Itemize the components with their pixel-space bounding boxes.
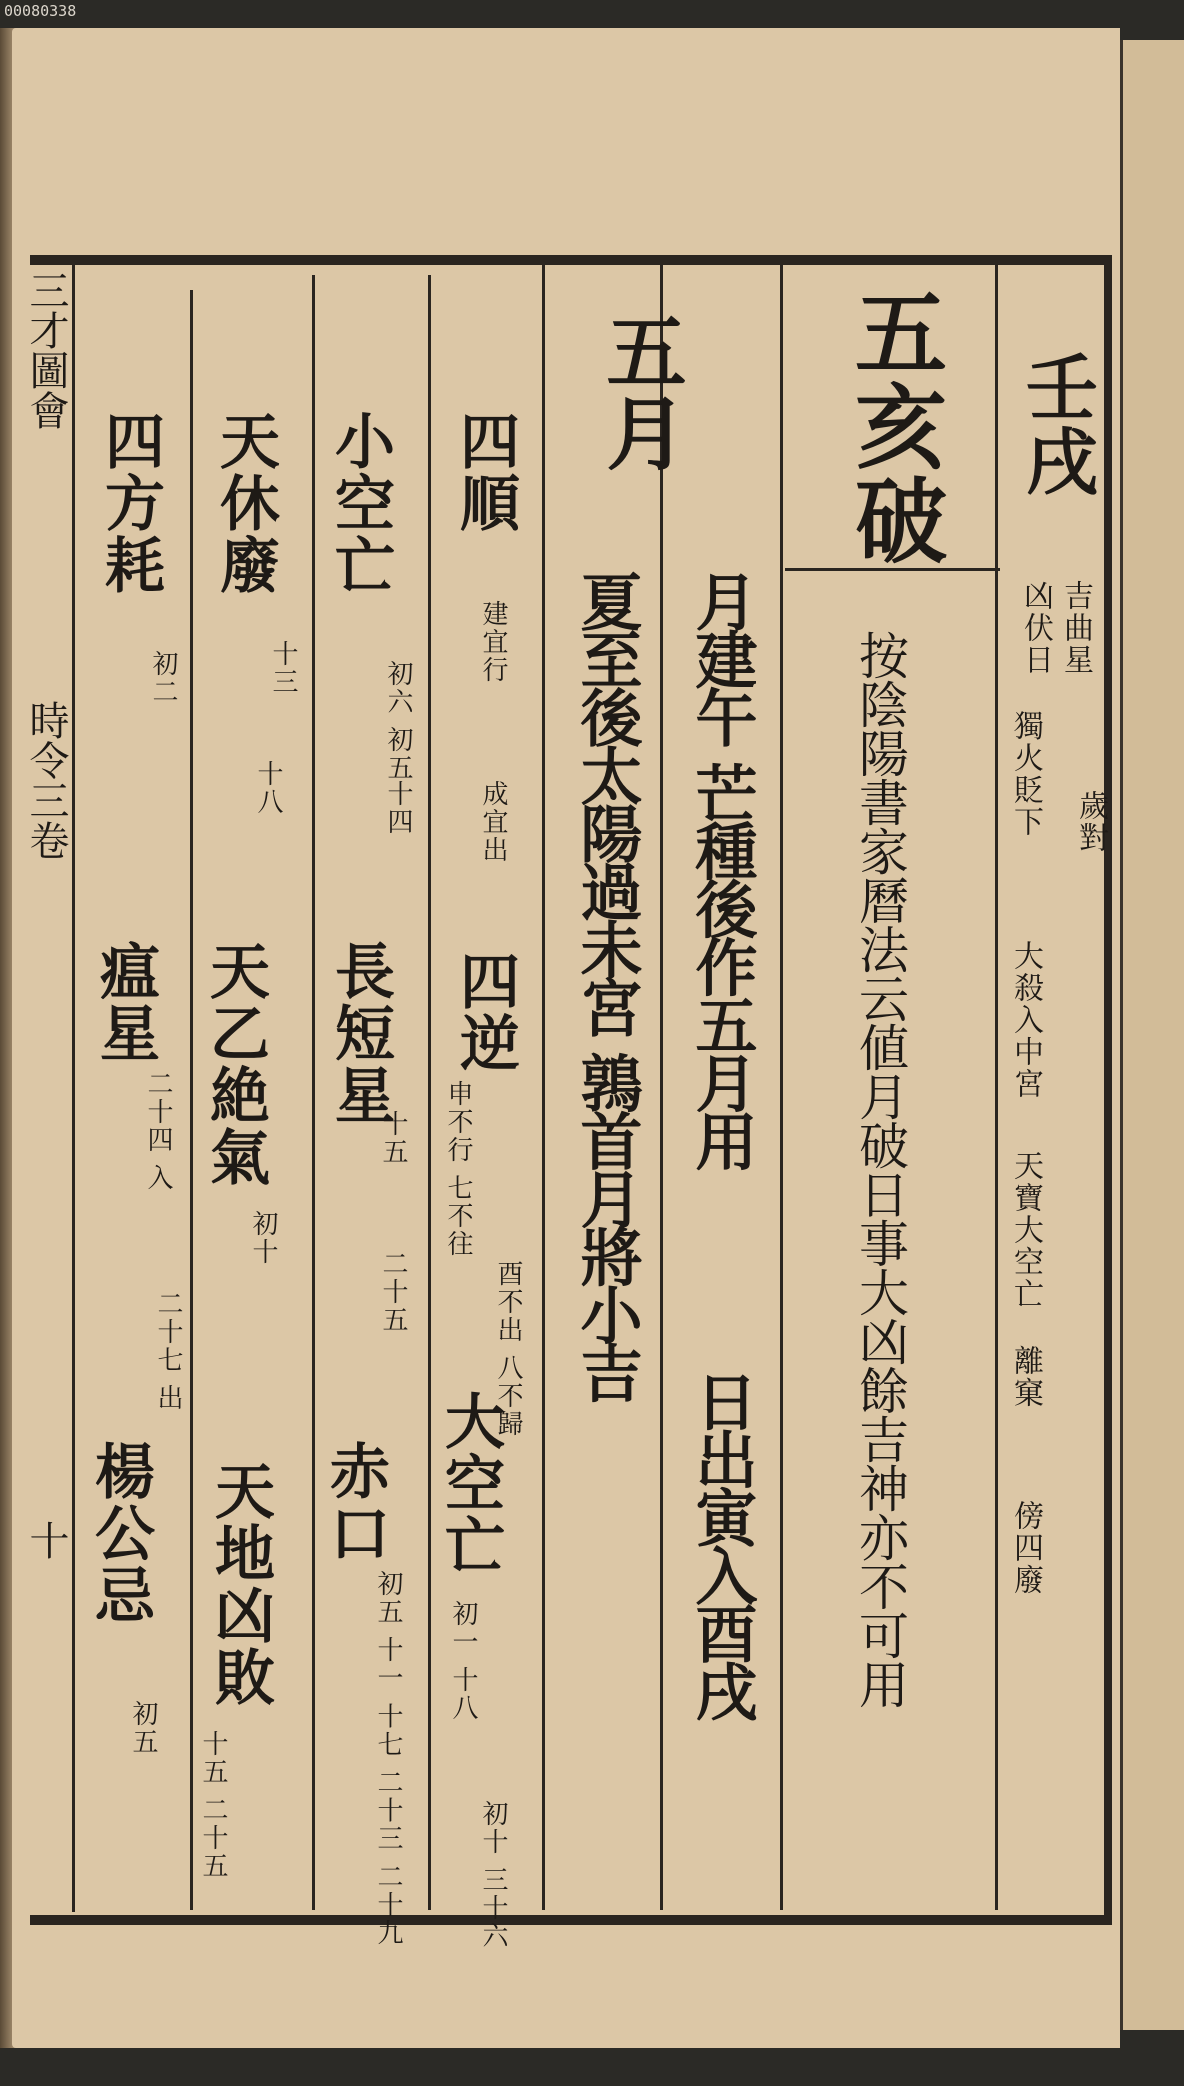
item-name: 小空亡 — [325, 410, 395, 596]
margin-volume: 時令三卷 — [23, 700, 69, 860]
year-star: 壬戌 — [1014, 350, 1099, 498]
sui-dui: 歲對 — [1073, 790, 1108, 854]
item-note: 十四 — [383, 780, 413, 836]
item-name: 楊公忌 — [85, 1440, 155, 1626]
item-note: 初五 — [128, 1700, 158, 1756]
item-name: 天乙絶氣 — [200, 940, 270, 1188]
notice-text: 按陰陽書家曆法云値月破日事大凶餘吉神亦不可用 — [851, 630, 909, 1708]
month-line-1-end: 日出寅入酉戌 — [685, 1370, 758, 1718]
item-note: 十五 二十五 — [198, 1730, 228, 1881]
column-divider — [542, 265, 545, 1910]
column-divider — [312, 275, 315, 1910]
header-entry: 傍四廢 — [1008, 1500, 1043, 1596]
item-sub: 初六 初五 — [383, 660, 413, 783]
column-divider — [72, 262, 75, 1912]
item-days: 初十 三十六 — [478, 1800, 508, 1951]
item-days: 二十五 — [378, 1250, 408, 1334]
item-sub: 初二 — [148, 650, 178, 706]
column-divider — [190, 290, 193, 1910]
item-note: 申不行 七不往 — [443, 1080, 473, 1259]
item-days: 初一 十八 — [448, 1600, 478, 1723]
year-note-2: 凶伏日 — [1018, 580, 1053, 676]
item-note: 二十四 入 — [143, 1070, 173, 1193]
item-days: 二十七 出 — [153, 1290, 183, 1413]
item-name: 四逆 — [450, 950, 520, 1074]
header-entry: 天寶大空亡 — [1008, 1150, 1043, 1310]
item-note: 酉不出 八不歸 — [493, 1260, 523, 1439]
item-note: 十五 — [378, 1110, 408, 1166]
header-entry: 離窠 — [1008, 1345, 1043, 1409]
month-title: 五月 — [593, 310, 687, 474]
margin-title: 三才圖會 — [23, 270, 69, 430]
item-note: 十八 — [253, 760, 283, 816]
item-name: 大空亡 — [435, 1390, 505, 1576]
header-entry: 獨火貶下 — [1008, 710, 1043, 838]
item-name: 赤口 — [320, 1440, 390, 1564]
column-divider — [780, 265, 783, 1910]
item-note: 成宜出 — [478, 780, 508, 864]
item-name: 四方耗 — [95, 410, 165, 596]
item-sub: 建宜行 — [478, 600, 508, 684]
page-number: 十 — [23, 1520, 69, 1560]
month-line-1: 月建午 芒種後作五月用 — [685, 570, 758, 1168]
column-divider — [660, 265, 663, 1910]
item-note: 初五 十一 十七 二十三 二十九 — [373, 1570, 403, 1948]
item-name: 瘟星 — [90, 940, 160, 1064]
item-name: 天休廢 — [210, 410, 280, 596]
month-line-2: 夏至後太陽過未宮 鶉首月將小吉 — [570, 570, 643, 1400]
item-name: 天地凶敗 — [205, 1460, 275, 1708]
adjacent-page — [1120, 40, 1184, 2030]
scan-id: 00080338 — [4, 2, 77, 20]
column-divider — [995, 265, 998, 1910]
header-entry: 大殺入中宮 — [1008, 940, 1043, 1100]
item-note: 初十 — [248, 1210, 278, 1266]
header-divider — [785, 568, 1000, 571]
item-name: 長短星 — [325, 940, 395, 1126]
item-name: 四順 — [450, 410, 520, 534]
column-divider — [428, 275, 431, 1910]
year-note-1: 吉曲星 — [1058, 580, 1093, 676]
section-title: 五亥破 — [840, 285, 948, 567]
item-sub: 十三 — [268, 640, 298, 696]
